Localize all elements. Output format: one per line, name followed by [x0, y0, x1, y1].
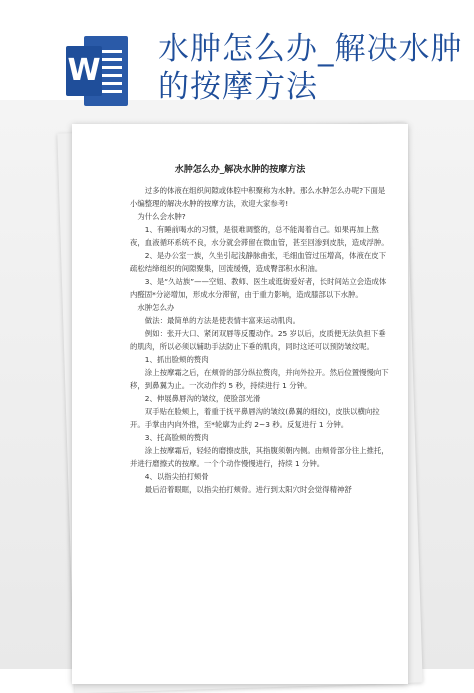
document-title: 水肿怎么办_解决水肿的按摩方法	[174, 165, 306, 175]
paragraph: 最后沿着眼眶，以指尖拍打颊骨。进行到太阳穴时会觉得精神舒	[144, 485, 352, 494]
document-page	[72, 124, 408, 684]
word-icon-letter: W	[66, 46, 102, 96]
paragraph: 涂上按摩霜后，轻轻的磨擦皮肤，其指腹须朝内侧。由颊骨部分往上推托，并进行磨擦式的按摩。一个个动作慢慢进行，持续 1 分钟。	[130, 446, 389, 468]
word-document-icon	[66, 36, 128, 106]
paragraph: 双手贴在脸颊上，着重于抚平鼻唇沟的皱纹(鼻翼的细纹)，皮肤以横向拉开。手掌由内向外推，至*轮廓为止约 2~3 秒。反复进行 1 分钟。	[130, 407, 380, 429]
section-heading: 水肿怎么办	[137, 303, 175, 312]
section-heading: 为什么会水肿?	[137, 212, 186, 221]
paragraph: 1、抓出脸颊的赘肉	[144, 355, 209, 364]
paragraph: 例如：张开大口、紧闭双唇等反覆动作。25 岁以后，皮质便无法负担下垂的肌肉，所以必须以辅助手法防止下垂的肌肉，同时这还可以预防皱纹呢。	[130, 329, 386, 351]
paragraph: 2、伸展鼻唇沟的皱纹，使脸部光滑	[144, 394, 261, 403]
paragraph: 2、是办公室一族，久坐引起浅静脉曲张，毛细血管过压增高，体液在皮下疏松结缔组织的间隙聚集，回流缓慢，造成臀部积水积油。	[130, 251, 387, 273]
page-title: 水肿怎么办_解决水肿的按摩方法	[158, 31, 463, 105]
document-body	[130, 184, 392, 496]
paragraph: 做法：最简单的方法是使表情丰富来运动肌肉。	[144, 316, 301, 325]
paragraph: 3、是“久站族”——空姐、教师、医生或逛街爱好者，长时间站立会造成体内醛固*分泌增加，形成水分滞留，由于重力影响，造成膝部以下水肿。	[130, 277, 387, 299]
paragraph: 涂上按摩霜之后，在颊骨的部分纵拉赘肉，并向外拉开。然后位置慢慢向下移，到鼻翼为止。一次动作约 5 秒，持续进行 1 分钟。	[130, 368, 389, 390]
paragraph: 4、以指尖拍打颊骨	[144, 472, 209, 481]
paragraph: 3、托高脸颊的赘肉	[144, 433, 209, 442]
paragraph: 1、有睡前喝水的习惯，是很难调整的，总不能渴着自己。如果再加上熬夜，血液循环系统不良，水分就会滞留在微血管，甚至回渗到皮肤，造成浮肿。	[130, 225, 389, 247]
paragraph: 过多的体液在组织间隙或体腔中积聚称为水肿。那么水肿怎么办呢?下面是小编整理的解决水肿的按摩方法，欢迎大家参考!	[130, 186, 386, 208]
